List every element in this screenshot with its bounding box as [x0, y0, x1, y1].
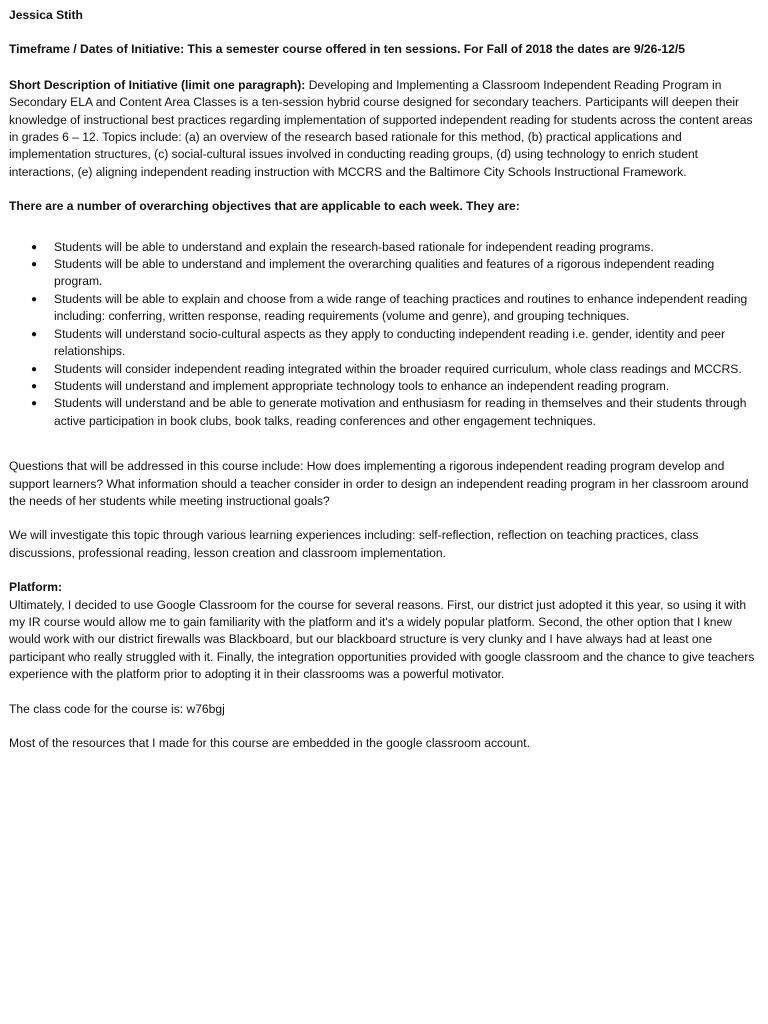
- objective-text: Students will be able to understand and explain the research-based rationale for independent reading programs.: [54, 239, 654, 254]
- objectives-heading: There are a number of overarching objectives that are applicable to each week. They are:: [9, 199, 520, 214]
- objective-text: Students will consider independent reading integrated within the broader required curriculum, whole class readings and MCCRS.: [54, 361, 742, 376]
- objective-item: [9, 239, 749, 256]
- objective-text: Students will be able to explain and choose from a wide range of teaching practices and routines to enhance independent reading including: conferring, written response, reading requirements (volume and genre), and grouping techniques.: [54, 291, 748, 324]
- bullet-icon: ●: [31, 241, 38, 253]
- questions-paragraph: Questions that will be addressed in this course include: How does implementing a rigorous independent reading program develop and support learners? What information should a teacher consider in order to design an independent reading program in her classroom around the needs of her students while meeting instructional goals?: [9, 459, 749, 508]
- experiences-paragraph: We will investigate this topic through various learning experiences including: self-reflection, reflection on teaching practices, class discussions, professional reading, lesson creation and classroom implementation.: [9, 528, 699, 560]
- author-name: Jessica Stith: [9, 8, 83, 22]
- resources-line: Most of the resources that I made for this course are embedded in the google classroom account.: [9, 736, 530, 750]
- bullet-icon: ●: [31, 398, 38, 410]
- short-description-text: Developing and Implementing a Classroom Independent Reading Program in Secondary ELA and Content Area Classes is a ten-session hybrid course designed for secondary teachers. Participants will deepen their knowledge of instructional best practices regarding implementation of supported independent reading for students across the content areas in grades 6 – 12. Topics include: (a) an overview of the research based rationale for this method, (b) practical applications and implementation structures, (c) social-cultural issues involved in conducting reading groups, (d) using technology to enrich student interactions, (e) aligning independent reading instruction with MCCRS and the Baltimore City Schools Instructional Framework.: [9, 77, 753, 179]
- objective-item: [9, 256, 749, 291]
- short-description-paragraph: [9, 77, 761, 181]
- objective-item: [9, 395, 749, 430]
- platform-paragraph: Ultimately, I decided to use Google Classroom for the course for several reasons. First, our district just adopted it this year, so using it with my IR course would allow me to gain familiarity with the platform and it's a widely popular platform. Second, the other option that I knew would work with our district firewalls was Blackboard, but our blackboard structure is very clunky and I have always had at least one participant who really struggled with it. Finally, the integration opportunities provided with google classroom and the chance to give teachers experience with the platform prior to adopting it in their classrooms was a powerful motivator.: [9, 597, 755, 682]
- bullet-icon: ●: [31, 259, 38, 271]
- bullet-icon: ●: [31, 380, 38, 392]
- objective-item: [9, 291, 749, 326]
- bullet-icon: ●: [31, 363, 38, 375]
- objective-text: Students will be able to understand and implement the overarching qualities and features of a rigorous independent reading program.: [54, 257, 715, 289]
- objective-item: [9, 326, 749, 361]
- objective-item: [9, 378, 749, 395]
- objective-text: Students will understand and be able to generate motivation and enthusiasm for reading in themselves and their students through active participation in book clubs, book talks, reading conferences and other engagement techniques.: [54, 396, 747, 428]
- bullet-icon: ●: [31, 293, 38, 305]
- objective-text: Students will understand and implement appropriate technology tools to enhance an independent reading program.: [54, 378, 670, 393]
- class-code-line: The class code for the course is: w76bgj: [9, 701, 225, 716]
- timeframe-line: Timeframe / Dates of Initiative: This a semester course offered in ten sessions. For Fall of 2018 the dates are 9/26-12/5: [9, 42, 685, 57]
- bullet-icon: ●: [31, 328, 38, 340]
- objective-text: Students will understand socio-cultural aspects as they apply to conducting independent reading i.e. gender, identity and peer relationships.: [54, 326, 725, 359]
- objectives-list: [9, 239, 749, 430]
- short-description-label: Short Description of Initiative (limit one paragraph):: [9, 77, 306, 92]
- platform-heading: Platform:: [9, 580, 63, 595]
- objective-item: [9, 361, 749, 378]
